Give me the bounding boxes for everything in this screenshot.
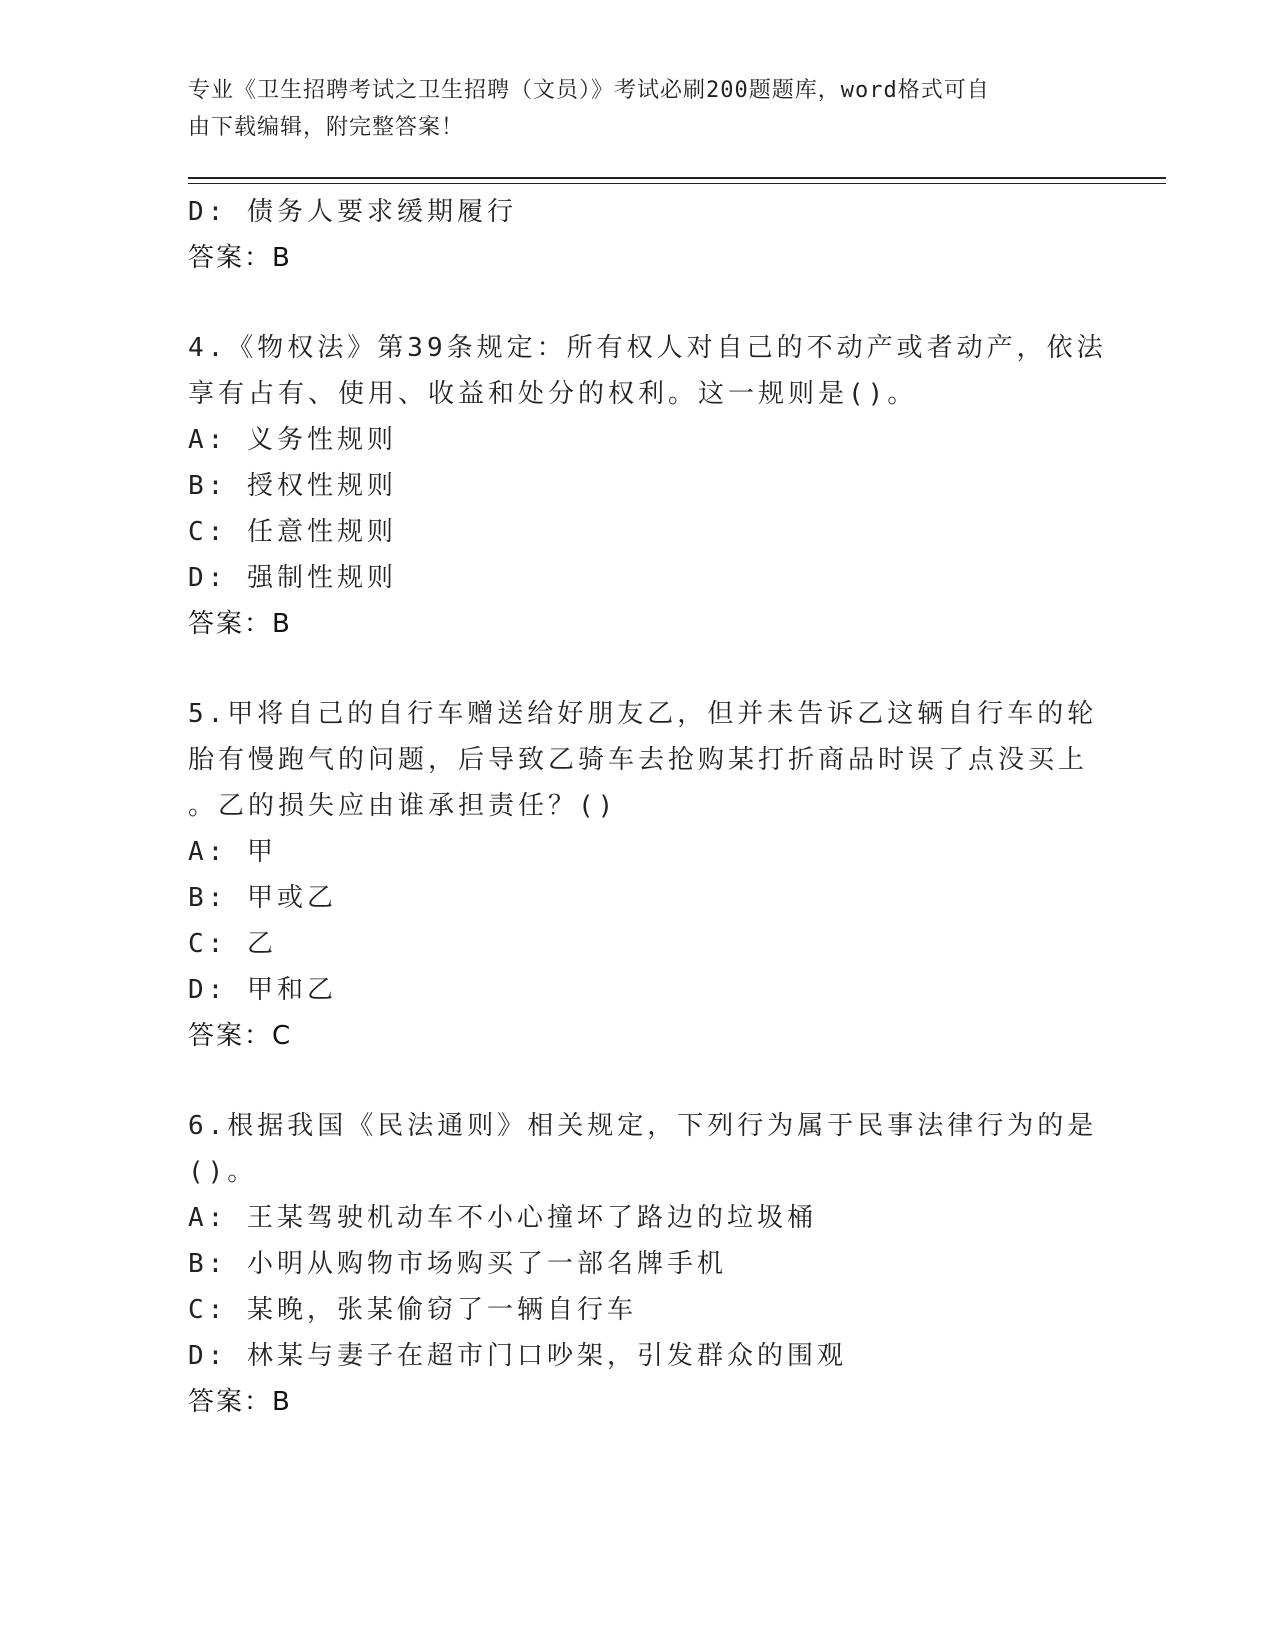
option-a: A: 王某驾驶机动车不小心撞坏了路边的垃圾桶 — [188, 1203, 817, 1233]
question-content — [188, 189, 1107, 1425]
question-4 — [188, 325, 1107, 647]
question-stem-line: 5.甲将自己的自行车赠送给好朋友乙，但并未告诉乙这辆自行车的轮 — [188, 699, 1098, 729]
option-c: C: 乙 — [188, 929, 277, 959]
answer-line: 答案：B — [188, 1387, 292, 1417]
option-a: A: 甲 — [188, 837, 277, 867]
option-d: D: 强制性规则 — [188, 563, 397, 593]
option-b: B: 小明从购物市场购买了一部名牌手机 — [188, 1249, 727, 1279]
option-c: C: 任意性规则 — [188, 517, 397, 547]
question-stem-line: 4.《物权法》第39条规定：所有权人对自己的不动产或者动产，依法 — [188, 333, 1107, 363]
question-5 — [188, 691, 1098, 1059]
header-divider-thin — [188, 183, 1166, 184]
answer-line: 答案：B — [188, 609, 292, 639]
option-a: A: 义务性规则 — [188, 425, 397, 455]
header-line-2: 由下载编辑，附完整答案！ — [188, 115, 465, 140]
answer-line: 答案：B — [188, 243, 292, 273]
option-b: B: 甲或乙 — [188, 883, 337, 913]
question-stem-line: 享有占有、使用、收益和处分的权利。这一规则是()。 — [188, 379, 918, 409]
question-stem-line: 胎有慢跑气的问题，后导致乙骑车去抢购某打折商品时误了点没买上 — [188, 745, 1089, 775]
option-c: C: 某晚，张某偷窃了一辆自行车 — [188, 1295, 637, 1325]
question-stem-line: 。乙的损失应由谁承担责任？() — [188, 791, 618, 821]
previous-question-tail — [188, 189, 1088, 281]
question-stem-line: ()。 — [188, 1157, 258, 1187]
question-stem-line: 6.根据我国《民法通则》相关规定，下列行为属于民事法律行为的是 — [188, 1111, 1098, 1141]
option-d: D: 甲和乙 — [188, 975, 337, 1005]
option-d: D: 林某与妻子在超市门口吵架，引发群众的围观 — [188, 1341, 847, 1371]
answer-line: 答案：C — [188, 1021, 293, 1051]
document-header — [188, 72, 1068, 146]
question-6 — [188, 1103, 1098, 1425]
option-d: D: 债务人要求缓期履行 — [188, 197, 517, 227]
option-b: B: 授权性规则 — [188, 471, 397, 501]
header-divider-thick — [188, 177, 1166, 179]
header-line-1: 专业《卫生招聘考试之卫生招聘（文员）》考试必刷200题题库，word格式可自 — [188, 78, 990, 103]
